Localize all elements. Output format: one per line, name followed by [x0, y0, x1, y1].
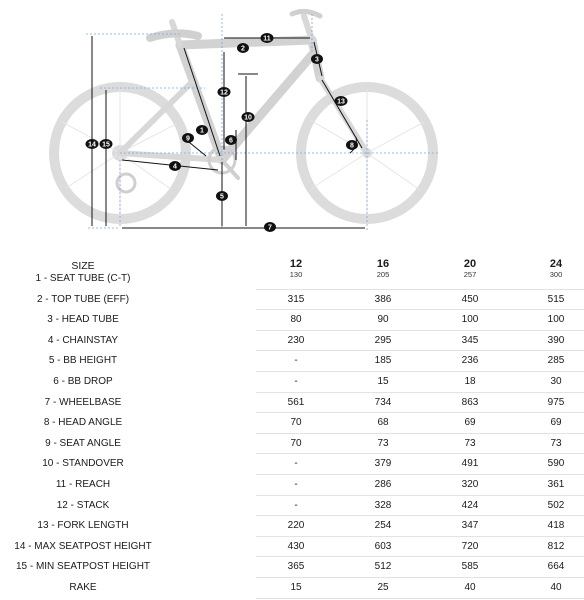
table-cell: 15	[290, 582, 302, 593]
table-cell: 220	[287, 520, 305, 532]
svg-text:1: 1	[200, 127, 204, 135]
table-row	[0, 454, 584, 475]
svg-text:13: 13	[337, 98, 345, 106]
table-row	[0, 269, 584, 290]
row-label: 12 - STACK	[56, 499, 110, 511]
svg-text:11: 11	[263, 35, 271, 43]
table-cell: 347	[461, 520, 479, 532]
row-label: 1 - SEAT TUBE (C-T)	[35, 273, 131, 284]
table-cell: 295	[374, 334, 392, 346]
callout-15	[100, 139, 113, 149]
table-cell: 491	[461, 458, 479, 470]
row-label: 8 - HEAD ANGLE	[43, 417, 123, 429]
table-cell: -	[294, 376, 298, 387]
table-cell: 664	[547, 561, 565, 573]
callout-6	[225, 135, 237, 145]
table-cell: 320	[461, 479, 479, 490]
row-cells	[256, 393, 584, 414]
table-cell: 863	[461, 396, 479, 408]
row-label: RAKE	[69, 582, 97, 593]
table-cell: 424	[461, 499, 479, 511]
row-cells	[256, 413, 584, 434]
table-cell: 328	[374, 499, 392, 511]
table-row	[0, 372, 584, 393]
row-cells	[256, 434, 584, 455]
table-cell: 361	[547, 479, 565, 490]
table-cell: -	[294, 479, 298, 490]
svg-text:9: 9	[186, 135, 190, 143]
svg-text:14: 14	[88, 141, 96, 149]
row-label: 14 - MAX SEATPOST HEIGHT	[14, 540, 152, 552]
table-row	[0, 310, 584, 331]
callout-7	[264, 222, 276, 232]
bike-geometry-diagram	[0, 0, 584, 240]
callout-9	[182, 133, 194, 143]
table-cell: 315	[287, 293, 305, 305]
row-label: 13 - FORK LENGTH	[37, 520, 129, 532]
table-cell: 254	[374, 520, 392, 532]
table-cell: 975	[547, 396, 565, 408]
callout-10	[242, 112, 255, 122]
table-row	[0, 578, 584, 599]
table-row	[0, 331, 584, 352]
row-cells	[256, 269, 584, 290]
size-sub: 205	[376, 270, 390, 279]
row-label: 11 - REACH	[55, 479, 111, 490]
table-cell: 69	[464, 417, 476, 429]
row-label: 6 - BB DROP	[53, 376, 113, 387]
table-row	[0, 351, 584, 372]
table-cell: 603	[374, 540, 392, 552]
table-cell: 512	[374, 561, 392, 573]
row-label: 2 - TOP TUBE (EFF)	[36, 293, 130, 305]
table-cell: 390	[547, 334, 565, 346]
table-cell: 70	[290, 437, 302, 449]
table-cell: 286	[374, 479, 392, 490]
table-cell: 40	[550, 582, 562, 593]
callout-5	[216, 191, 228, 201]
row-label: 7 - WHEELBASE	[44, 396, 122, 408]
svg-text:7: 7	[268, 224, 272, 232]
callout-12	[218, 87, 231, 97]
table-cell: 40	[464, 582, 476, 593]
svg-text:2: 2	[241, 45, 245, 53]
table-cell: 345	[461, 334, 479, 346]
table-cell: 25	[377, 582, 389, 593]
row-label: 10 - STANDOVER	[42, 458, 124, 470]
table-row	[0, 537, 584, 558]
table-cell: 502	[547, 499, 565, 511]
row-label: 9 - SEAT ANGLE	[45, 437, 121, 449]
callout-11	[261, 33, 274, 43]
table-cell: 68	[377, 417, 389, 429]
table-cell: 90	[377, 314, 389, 326]
table-cell: 430	[287, 540, 305, 552]
row-cells	[256, 578, 584, 599]
table-row	[0, 557, 584, 578]
svg-text:3: 3	[315, 56, 319, 64]
callout-8	[346, 140, 358, 150]
table-cell: 379	[374, 458, 392, 470]
table-cell: -	[294, 499, 298, 511]
size-value: 16	[376, 258, 390, 270]
svg-text:15: 15	[102, 141, 110, 149]
callout-1	[196, 125, 208, 135]
reference-lines	[86, 14, 440, 230]
row-cells	[256, 516, 584, 537]
table-row	[0, 413, 584, 434]
table-cell: 720	[461, 540, 479, 552]
row-label: 5 - BB HEIGHT	[48, 355, 118, 367]
row-cells	[256, 290, 584, 311]
table-cell: 73	[464, 437, 476, 449]
table-cell: 812	[547, 540, 565, 552]
table-cell: 70	[290, 417, 302, 429]
svg-text:12: 12	[220, 89, 228, 97]
table-cell: 734	[374, 396, 392, 408]
table-cell: 285	[547, 355, 565, 367]
table-cell: 73	[377, 437, 389, 449]
row-cells	[256, 557, 584, 578]
size-value: 20	[463, 258, 477, 270]
svg-text:6: 6	[229, 137, 233, 145]
table-cell: 236	[461, 355, 479, 367]
svg-text:8: 8	[350, 142, 354, 150]
callout-13	[335, 96, 348, 106]
row-label: 4 - CHAINSTAY	[47, 334, 119, 346]
table-cell: 73	[550, 437, 562, 449]
table-cell: 450	[461, 293, 479, 305]
table-cell: 80	[290, 314, 302, 326]
table-row	[0, 475, 584, 496]
table-cell: -	[294, 458, 298, 470]
size-header: SIZE	[71, 260, 95, 272]
table-cell: 69	[550, 417, 562, 429]
row-cells	[256, 372, 584, 393]
chainstay	[120, 153, 222, 160]
row-cells	[256, 454, 584, 475]
table-row	[0, 434, 584, 455]
svg-text:5: 5	[220, 193, 224, 201]
svg-text:10: 10	[244, 114, 252, 122]
table-row	[0, 393, 584, 414]
row-cells	[256, 351, 584, 372]
callout-3	[311, 54, 323, 64]
table-cell: 590	[547, 458, 565, 470]
callout-4	[169, 161, 181, 171]
table-cell: 185	[374, 355, 392, 367]
table-cell: 230	[287, 334, 305, 346]
table-cell: 418	[547, 520, 565, 532]
table-cell: 15	[377, 376, 389, 387]
table-cell: 30	[550, 376, 562, 387]
table-row	[0, 516, 584, 537]
row-cells	[256, 537, 584, 558]
table-cell: 585	[461, 561, 479, 573]
table-row	[0, 290, 584, 311]
size-sub: 257	[463, 270, 477, 279]
table-cell: 100	[547, 314, 565, 326]
row-cells	[256, 310, 584, 331]
callout-14	[86, 139, 99, 149]
row-label: 3 - HEAD TUBE	[47, 314, 119, 326]
size-value: 24	[549, 258, 563, 270]
table-cell: 100	[461, 314, 479, 326]
table-cell: 365	[287, 561, 305, 573]
size-sub: 300	[549, 270, 563, 279]
row-cells	[256, 496, 584, 517]
size-sub: 130	[289, 270, 303, 279]
row-label: 15 - MIN SEATPOST HEIGHT	[15, 561, 151, 573]
callout-2	[237, 43, 249, 53]
table-cell: -	[294, 355, 298, 367]
table-row	[0, 496, 584, 517]
table-cell: 18	[464, 376, 476, 387]
row-cells	[256, 331, 584, 352]
svg-text:4: 4	[173, 163, 177, 171]
table-cell: 386	[374, 293, 392, 305]
table-cell: 515	[547, 293, 565, 305]
table-cell: 561	[287, 396, 305, 408]
size-value: 12	[289, 258, 303, 270]
row-cells	[256, 475, 584, 496]
